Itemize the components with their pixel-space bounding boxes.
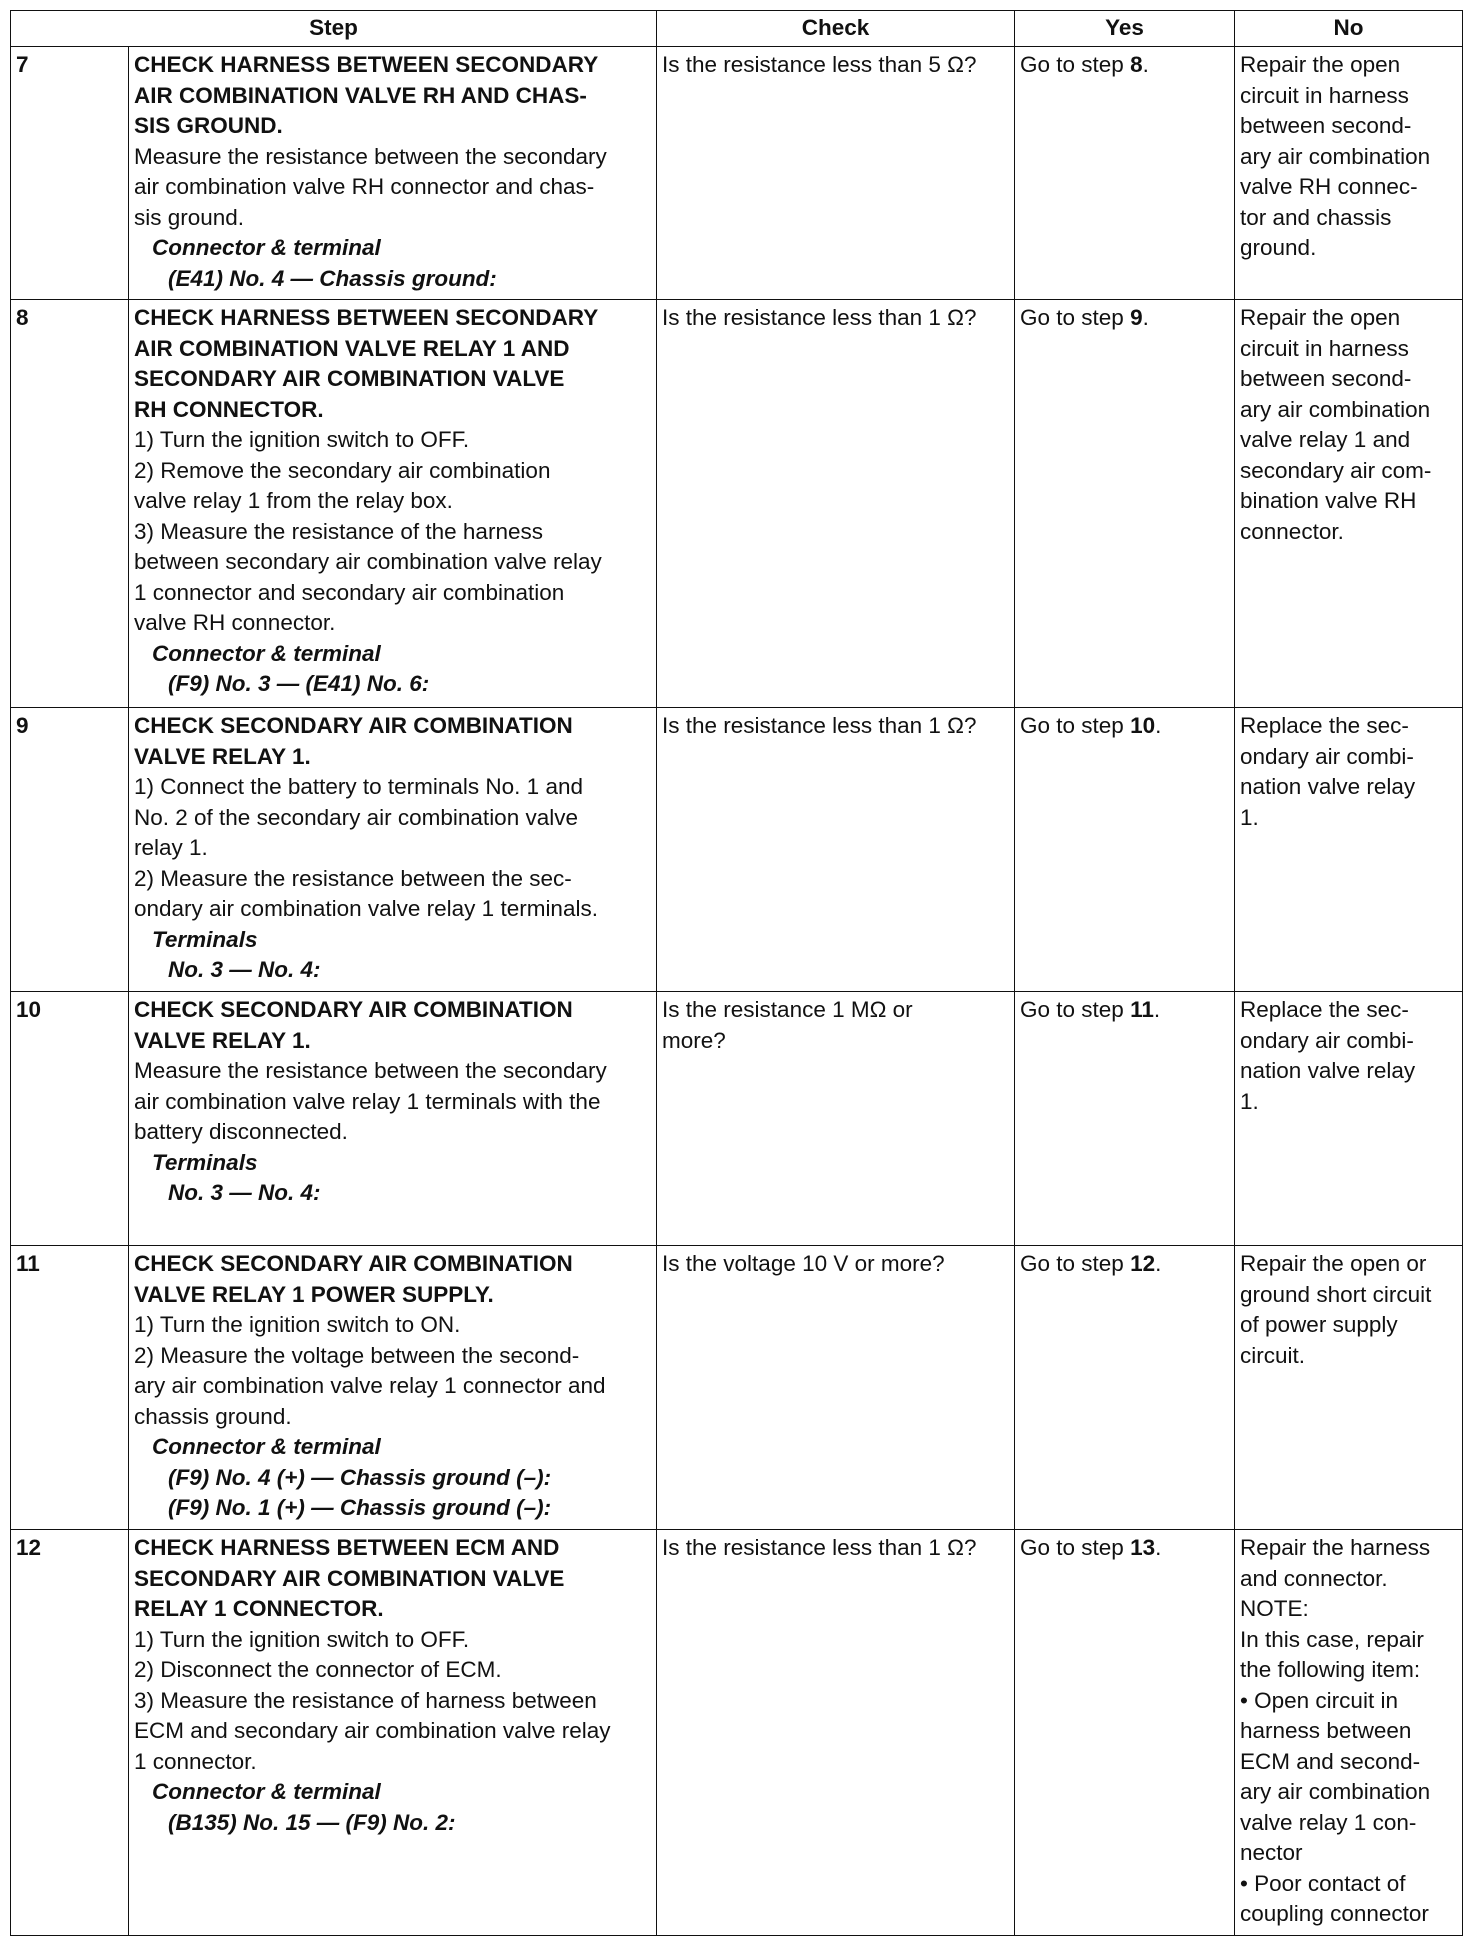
step-title-line: CHECK HARNESS BETWEEN ECM AND bbox=[134, 1535, 560, 1560]
step-instruction-line: valve RH connector. bbox=[134, 610, 336, 635]
no-action-line: the following item: bbox=[1240, 1657, 1421, 1682]
step-title-line: SECONDARY AIR COMBINATION VALVE bbox=[134, 366, 565, 391]
yes-action-text: Go to step bbox=[1020, 1251, 1131, 1276]
no-cell bbox=[1235, 47, 1463, 300]
yes-action-text: Go to step bbox=[1020, 997, 1131, 1022]
spec-value: No. 3 — No. 4: bbox=[168, 1180, 321, 1205]
step-title-line: CHECK SECONDARY AIR COMBINATION bbox=[134, 1251, 573, 1276]
yes-step-number: 8 bbox=[1130, 52, 1143, 77]
no-action-line: nector bbox=[1240, 1840, 1303, 1865]
step-instruction-line: battery disconnected. bbox=[134, 1119, 348, 1144]
step-cell bbox=[129, 708, 657, 992]
yes-action-text: Go to step bbox=[1020, 713, 1131, 738]
step-instruction-line: 2) Measure the voltage between the second- bbox=[134, 1342, 580, 1368]
step-instruction-line: between secondary air combination valve relay bbox=[134, 549, 602, 574]
no-action-line: ary air combination bbox=[1240, 1779, 1431, 1804]
step-instruction-line: relay 1. bbox=[134, 835, 208, 860]
step-instruction-line: 3) Measure the resistance of the harness bbox=[134, 518, 543, 544]
step-number: 7 bbox=[11, 47, 129, 300]
no-action-line: Repair the harness bbox=[1240, 1535, 1431, 1560]
yes-action-suffix: . bbox=[1155, 1535, 1162, 1560]
yes-step-number: 9 bbox=[1130, 305, 1143, 330]
no-action-line: ary air combination bbox=[1240, 143, 1431, 169]
no-cell bbox=[1235, 1246, 1463, 1530]
spec-heading: Terminals bbox=[152, 1149, 258, 1175]
no-action-line: secondary air com- bbox=[1240, 457, 1432, 483]
table-row bbox=[11, 708, 1463, 992]
no-action-line: • Open circuit in bbox=[1240, 1687, 1398, 1713]
spec-heading: Connector & terminal bbox=[152, 1779, 381, 1804]
step-instruction-line: 1 connector and secondary air combination bbox=[134, 579, 565, 605]
step-instruction-line: valve relay 1 from the relay box. bbox=[134, 488, 453, 513]
step-title-line: CHECK HARNESS BETWEEN SECONDARY bbox=[134, 305, 599, 330]
no-action-line: valve RH connec- bbox=[1240, 174, 1418, 199]
yes-action-text: Go to step bbox=[1020, 52, 1131, 77]
step-title-line: SECONDARY AIR COMBINATION VALVE bbox=[134, 1565, 565, 1591]
table-row bbox=[11, 300, 1463, 708]
check-question-line: Is the resistance less than 1 Ω? bbox=[662, 1535, 977, 1560]
yes-cell bbox=[1015, 992, 1235, 1246]
step-title-line: CHECK SECONDARY AIR COMBINATION bbox=[134, 713, 573, 738]
step-instruction-line: 1 connector. bbox=[134, 1748, 257, 1774]
step-title-line: VALVE RELAY 1. bbox=[134, 1027, 311, 1053]
step-instruction-line: ary air combination valve relay 1 connector and bbox=[134, 1373, 606, 1398]
no-action-line: bination valve RH bbox=[1240, 488, 1417, 513]
check-question-line: Is the resistance 1 MΩ or bbox=[662, 997, 913, 1022]
header-no: No bbox=[1235, 11, 1463, 47]
yes-action-suffix: . bbox=[1142, 52, 1149, 77]
no-action-line: between second- bbox=[1240, 113, 1412, 138]
step-instruction-line: sis ground. bbox=[134, 204, 245, 230]
step-number: 10 bbox=[11, 992, 129, 1246]
no-action-line: 1. bbox=[1240, 804, 1259, 830]
check-question-line: Is the voltage 10 V or more? bbox=[662, 1251, 945, 1276]
spec-heading: Terminals bbox=[152, 926, 258, 952]
step-title-line: VALVE RELAY 1 POWER SUPPLY. bbox=[134, 1281, 494, 1307]
step-number: 9 bbox=[11, 708, 129, 992]
step-instruction-line: 1) Turn the ignition switch to ON. bbox=[134, 1312, 461, 1337]
diagnostic-table bbox=[10, 10, 1463, 1936]
step-instruction-line: 2) Disconnect the connector of ECM. bbox=[134, 1657, 502, 1682]
step-number: 12 bbox=[11, 1530, 129, 1936]
spec-value: No. 3 — No. 4: bbox=[168, 957, 321, 982]
step-title-line: CHECK HARNESS BETWEEN SECONDARY bbox=[134, 52, 599, 77]
step-cell bbox=[129, 992, 657, 1246]
step-title-line: SIS GROUND. bbox=[134, 113, 283, 138]
no-action-line: coupling connector bbox=[1240, 1901, 1429, 1926]
no-action-line: ECM and second- bbox=[1240, 1748, 1421, 1774]
no-action-line: of power supply bbox=[1240, 1312, 1398, 1337]
step-instruction-line: air combination valve relay 1 terminals with the bbox=[134, 1088, 601, 1114]
yes-cell bbox=[1015, 47, 1235, 300]
check-question-line: more? bbox=[662, 1027, 726, 1053]
spec-value: (B135) No. 15 — (F9) No. 2: bbox=[168, 1809, 456, 1835]
table-row bbox=[11, 47, 1463, 300]
step-title-line: AIR COMBINATION VALVE RELAY 1 AND bbox=[134, 335, 570, 361]
spec-heading: Connector & terminal bbox=[152, 1434, 381, 1459]
step-instruction-line: 1) Turn the ignition switch to OFF. bbox=[134, 1626, 470, 1652]
yes-action-suffix: . bbox=[1155, 1251, 1162, 1276]
step-instruction-line: 3) Measure the resistance of harness between bbox=[134, 1687, 597, 1713]
step-instruction-line: 2) Remove the secondary air combination bbox=[134, 457, 551, 483]
no-action-line: valve relay 1 con- bbox=[1240, 1809, 1417, 1835]
step-instruction-line: 1) Connect the battery to terminals No. 1 and bbox=[134, 774, 583, 799]
no-cell bbox=[1235, 708, 1463, 992]
check-cell bbox=[657, 708, 1015, 992]
no-action-line: tor and chassis bbox=[1240, 204, 1392, 230]
check-cell bbox=[657, 992, 1015, 1246]
step-title-line: RELAY 1 CONNECTOR. bbox=[134, 1596, 384, 1621]
step-instruction-line: chassis ground. bbox=[134, 1403, 292, 1429]
step-title-line: CHECK SECONDARY AIR COMBINATION bbox=[134, 997, 573, 1022]
yes-action-text: Go to step bbox=[1020, 1535, 1131, 1560]
step-instruction-line: ECM and secondary air combination valve relay bbox=[134, 1718, 611, 1743]
yes-action-suffix: . bbox=[1153, 997, 1161, 1022]
no-action-line: In this case, repair bbox=[1240, 1626, 1424, 1652]
no-action-line: harness between bbox=[1240, 1718, 1412, 1743]
no-action-line: Replace the sec- bbox=[1240, 713, 1409, 738]
no-action-line: ary air combination bbox=[1240, 396, 1431, 422]
step-instruction-line: No. 2 of the secondary air combination valve bbox=[134, 804, 578, 830]
step-instruction-line: 1) Turn the ignition switch to OFF. bbox=[134, 427, 470, 452]
check-cell bbox=[657, 1246, 1015, 1530]
header-check: Check bbox=[657, 11, 1015, 47]
step-number: 8 bbox=[11, 300, 129, 708]
yes-cell bbox=[1015, 300, 1235, 708]
no-action-line: ground short circuit bbox=[1240, 1281, 1432, 1307]
no-action-line: • Poor contact of bbox=[1240, 1870, 1406, 1896]
no-action-line: Replace the sec- bbox=[1240, 997, 1409, 1022]
spec-value: (E41) No. 4 — Chassis ground: bbox=[168, 265, 497, 291]
no-action-line: ground. bbox=[1240, 235, 1317, 260]
no-action-line: circuit in harness bbox=[1240, 82, 1409, 108]
no-action-line: between second- bbox=[1240, 366, 1412, 391]
yes-cell bbox=[1015, 708, 1235, 992]
yes-action-text: Go to step bbox=[1020, 305, 1131, 330]
step-cell bbox=[129, 1530, 657, 1936]
table-row bbox=[11, 1246, 1463, 1530]
no-action-line: nation valve relay bbox=[1240, 1058, 1416, 1083]
no-cell bbox=[1235, 1530, 1463, 1936]
no-action-line: ondary air combi- bbox=[1240, 743, 1414, 769]
step-instruction-line: Measure the resistance between the secondary bbox=[134, 143, 607, 169]
yes-step-number: 10 bbox=[1130, 713, 1156, 738]
check-cell bbox=[657, 300, 1015, 708]
yes-cell bbox=[1015, 1530, 1235, 1936]
step-title-line: VALVE RELAY 1. bbox=[134, 743, 311, 769]
spec-value: (F9) No. 4 (+) — Chassis ground (–): bbox=[168, 1464, 552, 1490]
no-action-line: valve relay 1 and bbox=[1240, 427, 1411, 452]
step-cell bbox=[129, 1246, 657, 1530]
step-instruction-line: Measure the resistance between the secondary bbox=[134, 1058, 607, 1083]
no-action-line: Repair the open or bbox=[1240, 1251, 1427, 1276]
check-question-line: Is the resistance less than 1 Ω? bbox=[662, 713, 977, 738]
header-yes: Yes bbox=[1015, 11, 1235, 47]
yes-cell bbox=[1015, 1246, 1235, 1530]
no-cell bbox=[1235, 992, 1463, 1246]
spec-value: (F9) No. 3 — (E41) No. 6: bbox=[168, 671, 430, 696]
no-action-line: Repair the open bbox=[1240, 305, 1401, 330]
yes-step-number: 11 bbox=[1130, 997, 1154, 1022]
spec-value: (F9) No. 1 (+) — Chassis ground (–): bbox=[168, 1495, 552, 1520]
no-action-line: connector. bbox=[1240, 518, 1344, 544]
header-step: Step bbox=[11, 11, 657, 47]
no-cell bbox=[1235, 300, 1463, 708]
step-instruction-line: ondary air combination valve relay 1 terminals. bbox=[134, 896, 598, 921]
step-title-line: AIR COMBINATION VALVE RH AND CHAS- bbox=[134, 82, 587, 108]
yes-action-suffix: . bbox=[1142, 305, 1149, 330]
check-cell bbox=[657, 47, 1015, 300]
step-cell bbox=[129, 300, 657, 708]
yes-action-suffix: . bbox=[1155, 713, 1162, 738]
no-action-line: nation valve relay bbox=[1240, 774, 1416, 799]
spec-heading: Connector & terminal bbox=[152, 640, 381, 666]
step-number: 11 bbox=[11, 1246, 129, 1530]
yes-step-number: 13 bbox=[1130, 1535, 1156, 1560]
check-cell bbox=[657, 1530, 1015, 1936]
no-action-line: ondary air combi- bbox=[1240, 1027, 1414, 1053]
no-action-line: Repair the open bbox=[1240, 52, 1401, 77]
no-action-line: circuit. bbox=[1240, 1342, 1306, 1368]
table-row bbox=[11, 1530, 1463, 1936]
no-action-line: circuit in harness bbox=[1240, 335, 1409, 361]
no-action-line: 1. bbox=[1240, 1088, 1259, 1114]
step-cell bbox=[129, 47, 657, 300]
table-header-row bbox=[11, 11, 1463, 47]
step-instruction-line: air combination valve RH connector and chas- bbox=[134, 174, 595, 199]
check-question-line: Is the resistance less than 5 Ω? bbox=[662, 52, 977, 77]
table-row bbox=[11, 992, 1463, 1246]
step-instruction-line: 2) Measure the resistance between the sec- bbox=[134, 865, 572, 891]
step-title-line: RH CONNECTOR. bbox=[134, 396, 324, 422]
yes-step-number: 12 bbox=[1130, 1251, 1156, 1276]
no-action-line: and connector. bbox=[1240, 1565, 1388, 1591]
no-action-line: NOTE: bbox=[1240, 1596, 1309, 1621]
spec-heading: Connector & terminal bbox=[152, 235, 381, 260]
check-question-line: Is the resistance less than 1 Ω? bbox=[662, 305, 977, 330]
